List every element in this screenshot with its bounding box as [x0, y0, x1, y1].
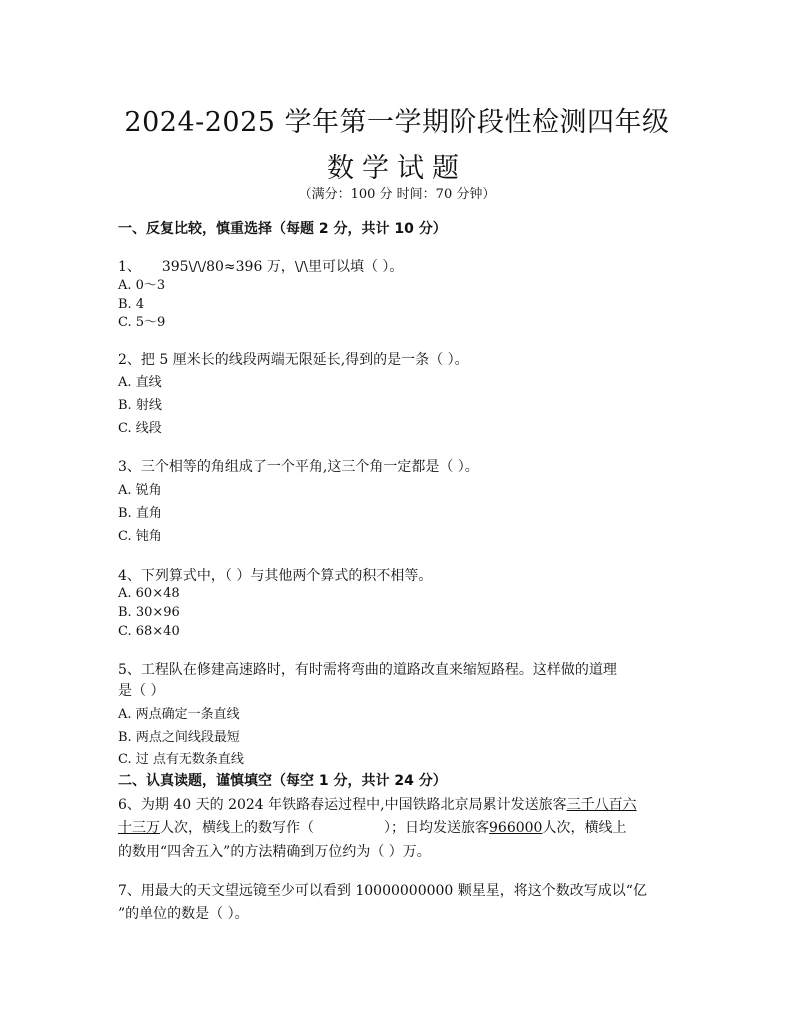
exam-meta: （满分：100 分 时间：70 分钟） — [298, 187, 496, 202]
question-6-text-b: 人次，横线上的数写作（ — [160, 820, 314, 836]
question-1-expr-b: 80≈396 万， — [206, 259, 295, 275]
question-3-option-c: C. 钝角 — [118, 529, 162, 544]
section-heading-2: 二、认真读题，谨慎填空（每空 1 分，共计 24 分） — [118, 773, 447, 789]
question-5-option-c: C. 过 点有无数条直线 — [118, 752, 244, 767]
question-6-text-c: ）；日均发送旅客 — [384, 820, 489, 836]
question-1-box-glyph: \/\/ — [188, 260, 207, 275]
question-6-line-1 — [118, 794, 688, 816]
question-7-line-1: 7、用最大的天文望远镜至少可以看到 10000000000 颗星星，将这个数改写成以“亿 — [118, 883, 647, 899]
question-4-option-b: B. 30×96 — [118, 605, 180, 620]
question-6-text-d: 人次，横线上 — [542, 820, 627, 836]
question-4-option-a: A. 60×48 — [118, 586, 180, 601]
question-1 — [118, 256, 688, 279]
question-2-option-c: C. 线段 — [118, 421, 162, 436]
question-6-underlined-number-b: 十三万 — [118, 820, 160, 836]
exam-subtitle: 数学试题 — [327, 153, 467, 184]
question-1-option-a: A. 0～3 — [118, 278, 166, 293]
question-1-box-glyph-2: \/\ — [294, 260, 308, 275]
question-6-line-2 — [118, 817, 688, 839]
exam-title: 2024-2025 学年第一学期阶段性检测四年级 — [124, 107, 670, 138]
question-1-number: 1、 — [118, 259, 141, 275]
question-6-underlined-number-a: 三千八百六 — [566, 797, 637, 813]
question-4-option-c: C. 68×40 — [118, 624, 180, 639]
question-1-option-b: B. 4 — [118, 297, 145, 312]
question-2-option-a: A. 直线 — [118, 375, 162, 390]
question-5-option-a: A. 两点确定一条直线 — [118, 707, 240, 722]
question-2-option-b: B. 射线 — [118, 398, 162, 413]
section-heading-1: 一、反复比较，慎重选择（每题 2 分，共计 10 分） — [118, 221, 447, 237]
question-5-line-2: 是（ ） — [118, 683, 165, 699]
question-1-expr-c: 里可以填（ ）。 — [307, 259, 404, 275]
question-3-option-b: B. 直角 — [118, 506, 162, 521]
question-6-text-a: 6、为期 40 天的 2024 年铁路春运过程中,中国铁路北京局累计发送旅客 — [118, 797, 567, 813]
question-5-option-b: B. 两点之间线段最短 — [118, 730, 240, 745]
question-3-option-a: A. 锐角 — [118, 483, 162, 498]
question-6-underlined-number-c: 966000 — [489, 820, 543, 836]
question-1-expr-a: 395 — [161, 259, 189, 275]
question-1-option-c: C. 5～9 — [118, 315, 166, 330]
question-2: 2、把 5 厘米长的线段两端无限延长,得到的是一条（ ）。 — [118, 352, 469, 368]
question-3: 3、三个相等的角组成了一个平角,这三个角一定都是（ ）。 — [118, 459, 479, 475]
question-5-line-1: 5、工程队在修建高速路时，有时需将弯曲的道路改直来缩短路程。这样做的道理 — [118, 662, 617, 678]
question-7-line-2: ”的单位的数是（ ）。 — [118, 906, 249, 922]
question-6-line-3: 的数用“四舍五入”的方法精确到万位约为（ ）万。 — [118, 844, 431, 860]
question-4: 4、下列算式中，（ ）与其他两个算式的积不相等。 — [118, 568, 433, 584]
